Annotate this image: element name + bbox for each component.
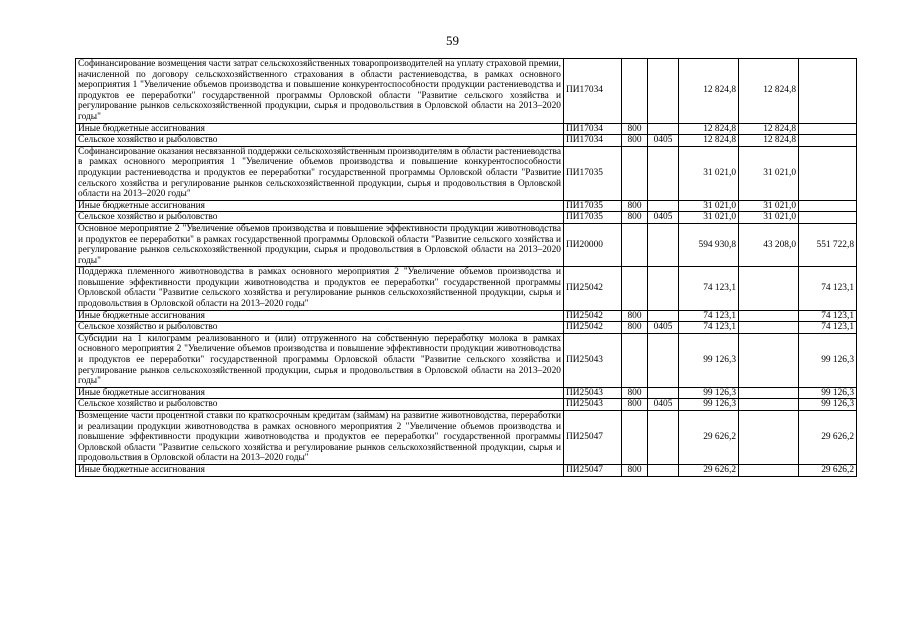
row-total-amount: 12 824,8 xyxy=(679,59,739,124)
row-description: Возмещение части процентной ставки по краткосрочным кредитам (займам) на развитие животноводства, переработки и реализации продукции животноводства в рамках основного мероприятия 2 "Увеличение объемов производства и повышение эффективности продукции животноводства и продуктов ее переработки" государственной программы Орловской области "Развитие сельского хозяйства и регулирование рынков сельскохозяйственной продукции, сырья и продовольствия в Орловской области на 2013–2020 годы" xyxy=(76,411,564,465)
row-amount-2: 74 123,1 xyxy=(799,310,857,322)
row-section-code xyxy=(648,200,679,212)
row-description: Сельское хозяйство и рыболовство xyxy=(76,212,564,224)
page-number: 59 xyxy=(446,33,459,48)
row-total-amount: 31 021,0 xyxy=(679,200,739,212)
row-target-code: ПИ17034 xyxy=(564,123,622,135)
row-amount-2: 99 126,3 xyxy=(799,387,857,399)
row-amount-1 xyxy=(739,464,799,476)
row-section-code xyxy=(648,333,679,387)
row-section-code xyxy=(648,411,679,465)
table-row xyxy=(76,267,857,310)
row-expense-type xyxy=(622,267,648,310)
row-expense-type xyxy=(622,59,648,124)
row-expense-type: 800 xyxy=(622,322,648,334)
row-target-code: ПИ25043 xyxy=(564,333,622,387)
row-expense-type: 800 xyxy=(622,200,648,212)
row-total-amount: 99 126,3 xyxy=(679,387,739,399)
row-total-amount: 29 626,2 xyxy=(679,411,739,465)
table-row xyxy=(76,399,857,411)
row-target-code: ПИ17034 xyxy=(564,59,622,124)
row-section-code xyxy=(648,310,679,322)
row-amount-1: 12 824,8 xyxy=(739,135,799,147)
row-target-code: ПИ25042 xyxy=(564,267,622,310)
row-total-amount: 29 626,2 xyxy=(679,464,739,476)
row-expense-type: 800 xyxy=(622,123,648,135)
row-description: Софинансирование оказания несвязанной поддержки сельскохозяйственным производителям в области растениеводства в рамках основного мероприятия 1 "Увеличение объемов производства и повышение конкурентоспособности продукции растениеводства и продуктов ее переработки" государственной программы Орловской области "Развитие сельского хозяйства и регулирование рынков сельскохозяйственной продукции, сырья и продовольствия в Орловской области на 2013–2020 годы" xyxy=(76,146,564,200)
row-target-code: ПИ17035 xyxy=(564,212,622,224)
row-description: Софинансирование возмещения части затрат сельскохозяйственных товаропроизводителей на уплату страховой премии, начисленной по договору сельскохозяйственного страхования в области растениеводства, в рамках основного мероприятия 1 "Увеличение объемов производства и повышение конкурентоспособности продукции растениеводства и продуктов ее переработки" государственной программы Орловской области "Развитие сельского хозяйства и регулирование рынков сельскохозяйственной продукции, сырья и продовольствия в Орловской области на 2013–2020 годы" xyxy=(76,59,564,124)
table-row xyxy=(76,333,857,387)
row-description: Иные бюджетные ассигнования xyxy=(76,310,564,322)
row-amount-1 xyxy=(739,399,799,411)
row-total-amount: 31 021,0 xyxy=(679,146,739,200)
row-target-code: ПИ25043 xyxy=(564,399,622,411)
row-section-code xyxy=(648,464,679,476)
row-amount-2 xyxy=(799,146,857,200)
row-amount-1 xyxy=(739,411,799,465)
row-total-amount: 74 123,1 xyxy=(679,322,739,334)
table-row xyxy=(76,322,857,334)
row-expense-type: 800 xyxy=(622,212,648,224)
row-amount-1 xyxy=(739,387,799,399)
row-amount-2: 74 123,1 xyxy=(799,267,857,310)
row-amount-1 xyxy=(739,310,799,322)
row-target-code: ПИ17034 xyxy=(564,135,622,147)
row-description: Иные бюджетные ассигнования xyxy=(76,123,564,135)
table-row xyxy=(76,464,857,476)
row-target-code: ПИ25043 xyxy=(564,387,622,399)
row-total-amount: 594 930,8 xyxy=(679,223,739,266)
table-row xyxy=(76,212,857,224)
row-description: Иные бюджетные ассигнования xyxy=(76,200,564,212)
table-row xyxy=(76,59,857,124)
row-amount-2: 99 126,3 xyxy=(799,399,857,411)
row-expense-type xyxy=(622,223,648,266)
row-amount-1: 31 021,0 xyxy=(739,212,799,224)
row-description: Сельское хозяйство и рыболовство xyxy=(76,135,564,147)
row-amount-1: 12 824,8 xyxy=(739,59,799,124)
row-amount-2: 99 126,3 xyxy=(799,333,857,387)
row-expense-type: 800 xyxy=(622,135,648,147)
row-description: Основное мероприятие 2 "Увеличение объемов производства и повышение эффективности продукции животноводства и продуктов ее переработки" в рамках государственной программы Орловской области "Развитие сельского хозяйства и регулирование рынков сельскохозяйственной продукции, сырья и продовольствия в Орловской области на 2013–2020 годы" xyxy=(76,223,564,266)
row-expense-type: 800 xyxy=(622,399,648,411)
row-amount-2: 29 626,2 xyxy=(799,464,857,476)
table-row xyxy=(76,411,857,465)
row-section-code: 0405 xyxy=(648,399,679,411)
row-target-code: ПИ20000 xyxy=(564,223,622,266)
row-description: Поддержка племенного животноводства в рамках основного мероприятия 2 "Увеличение объемов производства и повышение эффективности продукции животноводства и продуктов ее переработки" государственной программы Орловской области "Развитие сельского хозяйства и регулирование рынков сельскохозяйственной продукции, сырья и продовольствия в Орловской области на 2013–2020 годы" xyxy=(76,267,564,310)
row-amount-2: 29 626,2 xyxy=(799,411,857,465)
table-row xyxy=(76,135,857,147)
row-target-code: ПИ25047 xyxy=(564,464,622,476)
table-row xyxy=(76,200,857,212)
row-total-amount: 12 824,8 xyxy=(679,135,739,147)
row-section-code xyxy=(648,387,679,399)
row-section-code xyxy=(648,223,679,266)
row-expense-type xyxy=(622,333,648,387)
row-section-code xyxy=(648,59,679,124)
row-expense-type: 800 xyxy=(622,387,648,399)
row-expense-type xyxy=(622,146,648,200)
row-amount-1 xyxy=(739,267,799,310)
row-total-amount: 74 123,1 xyxy=(679,267,739,310)
table-row xyxy=(76,387,857,399)
row-amount-1: 31 021,0 xyxy=(739,200,799,212)
row-amount-2 xyxy=(799,135,857,147)
row-target-code: ПИ17035 xyxy=(564,200,622,212)
row-amount-1: 43 208,0 xyxy=(739,223,799,266)
row-section-code xyxy=(648,146,679,200)
row-description: Иные бюджетные ассигнования xyxy=(76,387,564,399)
row-expense-type: 800 xyxy=(622,464,648,476)
row-total-amount: 99 126,3 xyxy=(679,399,739,411)
row-amount-2: 551 722,8 xyxy=(799,223,857,266)
row-amount-2: 74 123,1 xyxy=(799,322,857,334)
row-section-code xyxy=(648,123,679,135)
row-description: Субсидии на 1 килограмм реализованного и (или) отгруженного на собственную переработку молока в рамках основного мероприятия 2 "Увеличение объемов производства и повышение эффективности продукции животноводства и продуктов ее переработки" государственной программы Орловской области "Развитие сельского хозяйства и регулирование рынков сельскохозяйственной продукции, сырья и продовольствия в Орловской области на 2013–2020 годы" xyxy=(76,333,564,387)
row-total-amount: 74 123,1 xyxy=(679,310,739,322)
row-description: Сельское хозяйство и рыболовство xyxy=(76,399,564,411)
row-total-amount: 12 824,8 xyxy=(679,123,739,135)
row-target-code: ПИ25042 xyxy=(564,322,622,334)
row-target-code: ПИ25042 xyxy=(564,310,622,322)
table-row xyxy=(76,310,857,322)
row-total-amount: 31 021,0 xyxy=(679,212,739,224)
row-amount-2 xyxy=(799,212,857,224)
row-target-code: ПИ17035 xyxy=(564,146,622,200)
row-amount-1 xyxy=(739,322,799,334)
table-row xyxy=(76,146,857,200)
row-total-amount: 99 126,3 xyxy=(679,333,739,387)
table-row xyxy=(76,223,857,266)
row-section-code: 0405 xyxy=(648,322,679,334)
row-section-code xyxy=(648,267,679,310)
row-description: Сельское хозяйство и рыболовство xyxy=(76,322,564,334)
table-row xyxy=(76,123,857,135)
row-amount-2 xyxy=(799,123,857,135)
row-expense-type xyxy=(622,411,648,465)
row-description: Иные бюджетные ассигнования xyxy=(76,464,564,476)
row-section-code: 0405 xyxy=(648,212,679,224)
row-target-code: ПИ25047 xyxy=(564,411,622,465)
row-expense-type: 800 xyxy=(622,310,648,322)
row-amount-1 xyxy=(739,333,799,387)
budget-table-body xyxy=(76,59,857,477)
row-amount-2 xyxy=(799,200,857,212)
row-amount-1: 31 021,0 xyxy=(739,146,799,200)
row-section-code: 0405 xyxy=(648,135,679,147)
row-amount-1: 12 824,8 xyxy=(739,123,799,135)
row-amount-2 xyxy=(799,59,857,124)
budget-table xyxy=(75,58,857,477)
